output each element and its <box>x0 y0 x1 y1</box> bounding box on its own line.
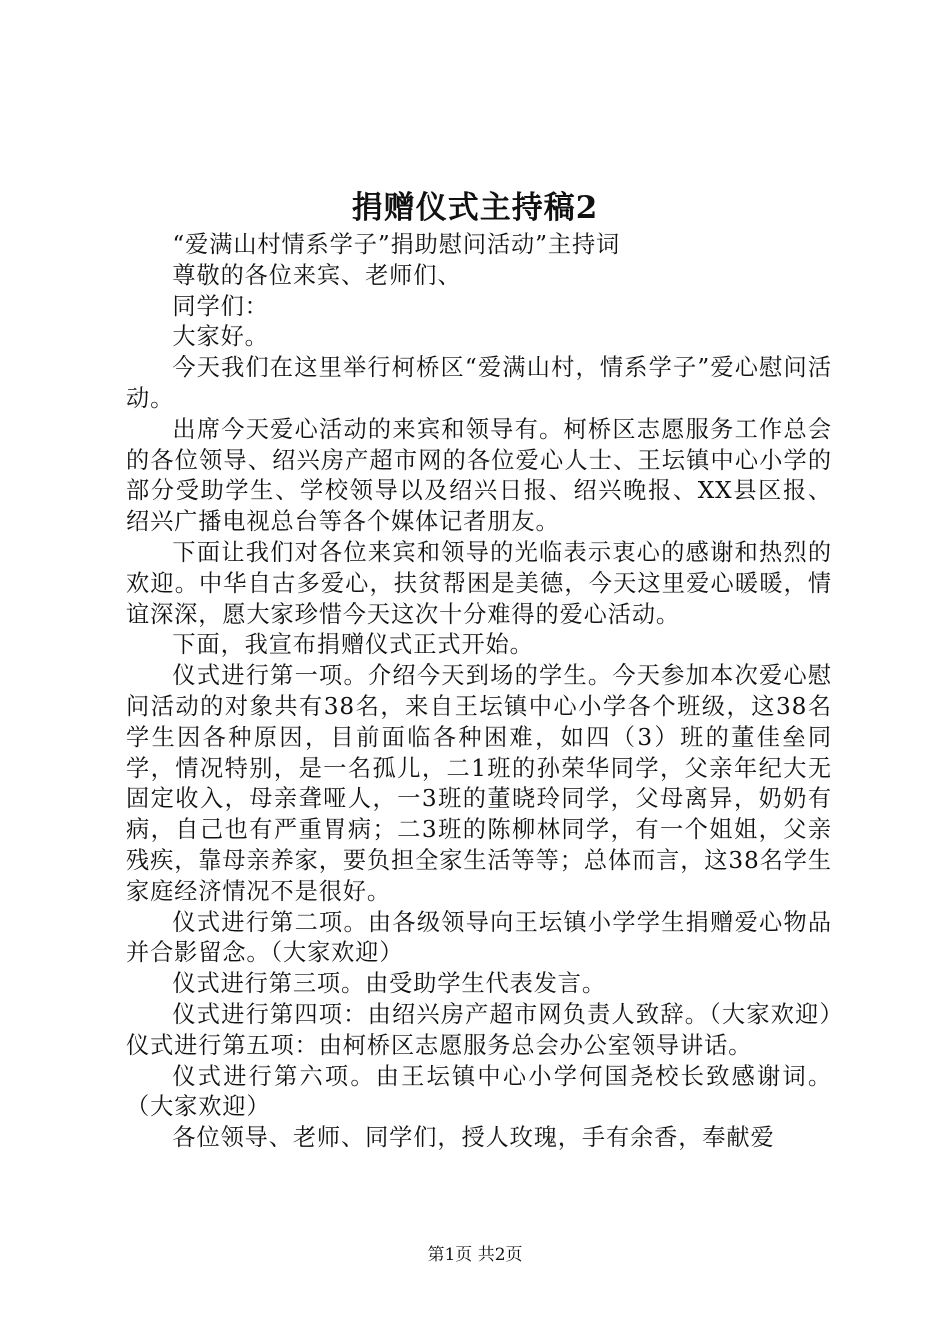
paragraph-welcome: 下面让我们对各位来宾和领导的光临表示衷心的感谢和热烈的欢迎。中华自古多爱心，扶贫帮困是美德，今天这里爱心暖暖，情谊深深，愿大家珍惜今天这次十分难得的爱心活动。 <box>126 538 832 628</box>
paragraph-subtitle: “爱满山村情系学子”捐助慰问活动”主持词 <box>172 231 621 258</box>
paragraph-closing: 各位领导、老师、同学们，授人玫瑰，手有余香，奉献爱 <box>172 1124 775 1152</box>
paragraph-greeting-2: 同学们： <box>172 292 269 320</box>
paragraph-intro: 今天我们在这里举行柯桥区“爱满山村，情系学子”爱心慰问活动。 <box>126 354 832 412</box>
paragraph-item-2: 仪式进行第二项。由各级领导向王坛镇小学学生捐赠爱心物品并合影留念。（大家欢迎） <box>126 908 832 967</box>
paragraph-item-1: 仪式进行第一项。介绍今天到场的学生。今天参加本次爱心慰问活动的对象共有38名，来自王坛镇中心小学各个班级，这38名学生因各种原因，目前面临各种困难，如四（3）班的董佳垒同学，情况特别，是一名孤儿，二1班的孙荣华同学，父亲年纪大无固定收入，母亲聋哑人，一3班的董晓玲同学，父母离异，奶奶有病，自己也有严重胃病；二3班的陈柳林同学，有一个姐姐，父亲残疾，靠母亲养家，要负担全家生活等等；总体而言，这38名学生家庭经济情况不是很好。 <box>126 662 832 905</box>
paragraph-guests: 出席今天爱心活动的来宾和领导有。柯桥区志愿服务工作总会的各位领导、绍兴房产超市网的各位爱心人士、王坛镇中心小学的部分受助学生、学校领导以及绍兴日报、绍兴晚报、XX县区报、绍兴广播电视总台等各个媒体记者朋友。 <box>126 415 832 536</box>
paragraph-greeting-1: 尊敬的各位来宾、老师们、 <box>172 261 462 289</box>
page-footer: 第1页 共2页 <box>427 1245 523 1265</box>
paragraph-item-3: 仪式进行第三项。由受助学生代表发言。 <box>172 970 606 998</box>
document-title: 捐赠仪式主持稿2 <box>351 190 599 226</box>
paragraph-item-4-5: 仪式进行第四项：由绍兴房产超市网负责人致辞。（大家欢迎）仪式进行第五项：由柯桥区志愿服务总会办公室领导讲话。 <box>126 1000 832 1059</box>
paragraph-item-6: 仪式进行第六项。由王坛镇中心小学何国尧校长致感谢词。（大家欢迎） <box>126 1062 832 1121</box>
document-body <box>126 230 832 1154</box>
paragraph-greeting-3: 大家好。 <box>172 323 269 351</box>
paragraph-announce: 下面，我宣布捐赠仪式正式开始。 <box>172 631 534 659</box>
